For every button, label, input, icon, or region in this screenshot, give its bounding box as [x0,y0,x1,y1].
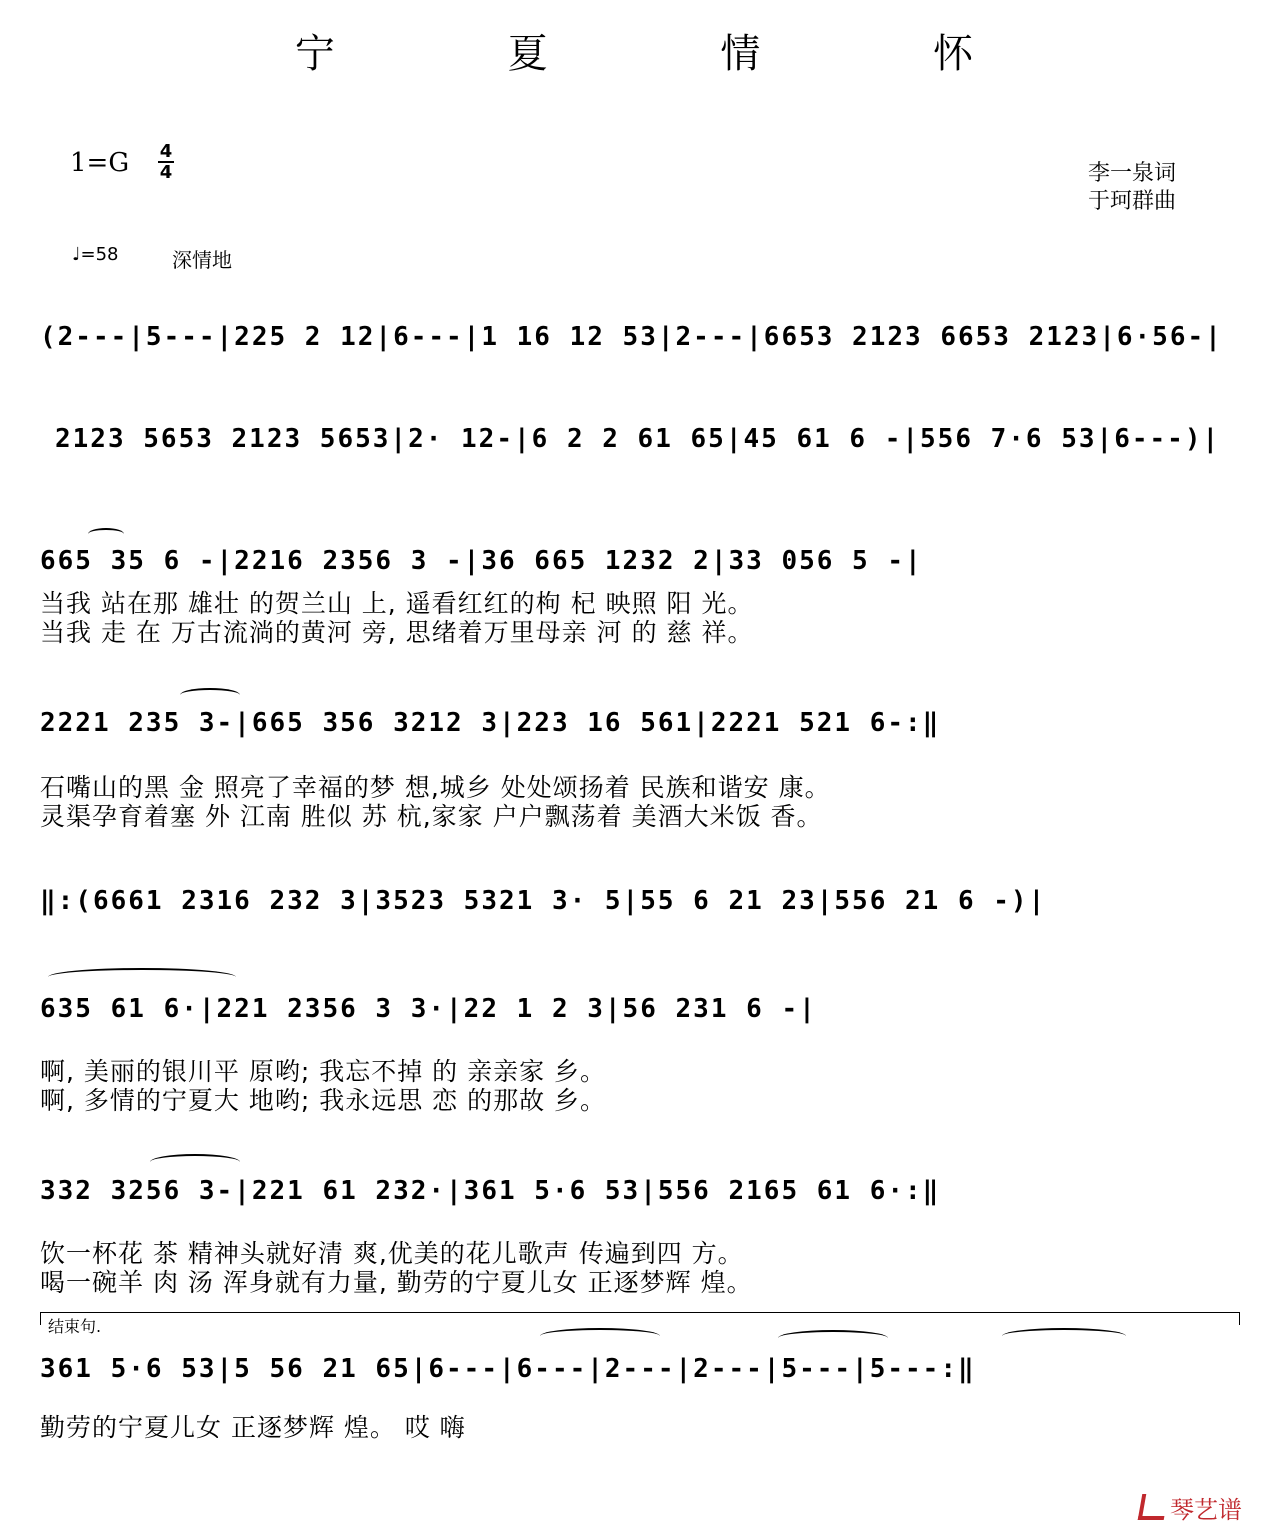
slur [1002,1328,1126,1344]
composer-credit: 于珂群曲 [1088,189,1177,214]
song-title: 宁 夏 情 怀 [294,31,1054,77]
staff-row-5 [40,886,1245,936]
slur [778,1330,888,1346]
tempo-marking: ♩=58 [72,244,119,265]
lyric-row-4-verse-1: 石嘴山的黑 金 照亮了幸福的梦 想,城乡 处处颂扬着 民族和谐安 康。 [40,773,831,802]
notation-row-2: 2123 5653 2123 5653|2· 12-|6 2 2 61 65|45 61 6 -|556 7·6 53|6---)| [55,424,1221,454]
time-signature [158,142,174,182]
lyric-row-8-verse-1: 勤劳的宁夏儿女 正逐梦辉 煌。 哎 嗨 [40,1413,466,1442]
lyric-row-3-verse-2: 当我 走 在 万古流淌的黄河 旁, 思绪着万里母亲 河 的 慈 祥。 [40,618,754,647]
notation-row-4: 2221 235 3-|665 356 3212 3|223 16 561|2221 521 6-:‖ [40,708,941,738]
notation-row-3: 665 35 6 -|2216 2356 3 -|36 665 1232 2|33 056 5 -| [40,546,923,576]
slur [180,688,240,702]
staff-row-6 [40,994,1245,1044]
notation-row-5: ‖:(6661 2316 232 3|3523 5321 3· 5|55 6 21 23|556 21 6 -)| [40,886,1047,916]
lyric-row-7-verse-1: 饮一杯花 茶 精神头就好清 爽,优美的花儿歌声 传遍到四 方。 [40,1239,744,1268]
notation-row-7: 332 3256 3-|221 61 232·|361 5·6 53|556 2165 61 6·:‖ [40,1176,941,1206]
lyric-row-6-verse-2: 啊, 多情的宁夏大 地哟; 我永远思 恋 的那故 乡。 [40,1086,607,1115]
slur [88,528,124,540]
key-signature: 1=G [70,148,130,178]
lyric-row-7-verse-2: 喝一碗羊 肉 汤 浑身就有力量, 勤劳的宁夏儿女 正逐梦辉 煌。 [40,1268,753,1297]
lyric-row-3-verse-1: 当我 站在那 雄壮 的贺兰山 上, 遥看红红的枸 杞 映照 阳 光。 [40,589,754,618]
lyricist-credit: 李一泉词 [1088,161,1177,186]
slur [540,1328,660,1344]
meter-top: 4 [159,141,173,162]
logo-icon [1138,1494,1169,1520]
notation-row-1: (2---|5---|225 2 12|6---|1 16 12 53|2---|6653 2123 6653 2123|6·56-| [40,322,1223,352]
lyric-row-4-verse-2: 灵渠孕育着塞 外 江南 胜似 苏 杭,家家 户户飘荡着 美酒大米饭 香。 [40,802,823,831]
ending-bracket [40,1312,1240,1325]
meter-bottom: 4 [159,162,173,183]
notation-row-6: 635 61 6·|221 2356 3 3·|22 1 2 3|56 231 6 -| [40,994,817,1024]
watermark-logo [1140,1490,1242,1525]
staff-row-4 [40,708,1245,758]
staff-row-2 [55,424,1260,474]
watermark-text: 琴艺谱 [1170,1496,1242,1524]
ending-label: 结束句. [48,1317,102,1336]
slur [48,968,236,986]
staff-row-7 [40,1176,1245,1226]
staff-row-8 [40,1354,1245,1404]
notation-row-8: 361 5·6 53|5 56 21 65|6---|6---|2---|2---|5---|5---:‖ [40,1354,976,1384]
staff-row-1 [40,322,1245,372]
expression-marking: 深情地 [172,248,232,272]
slur [150,1154,240,1170]
lyric-row-6-verse-1: 啊, 美丽的银川平 原哟; 我忘不掉 的 亲亲家 乡。 [40,1057,607,1086]
